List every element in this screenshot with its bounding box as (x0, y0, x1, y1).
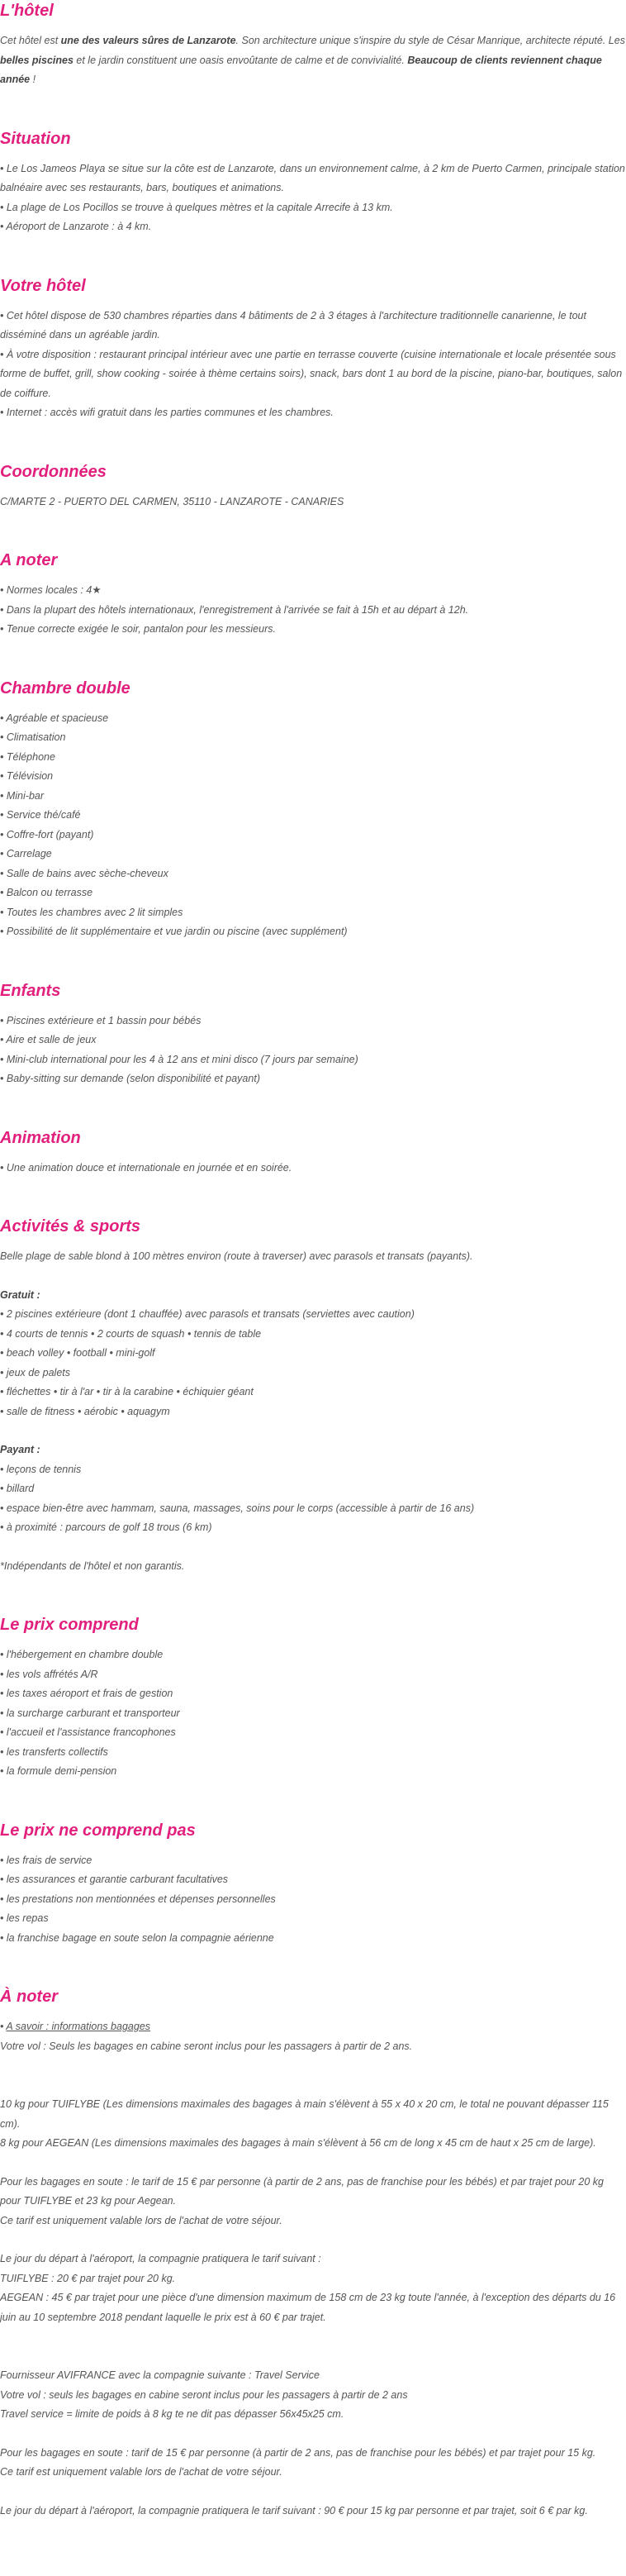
activites-note: *Indépendants de l'hôtel et non garantis. (0, 1559, 185, 1572)
list-item: • salle de fitness • aérobic • aquagym (0, 1402, 626, 1422)
list-item: • Télévision (0, 767, 626, 787)
spacer (0, 1576, 626, 1614)
list-item: • Salle de bains avec sèche-cheveux (0, 864, 626, 884)
section-prix-ne-comprend (0, 1820, 626, 1949)
section-title-enfants: Enfants (0, 981, 61, 1000)
list-item: • l'hébergement en chambre double (0, 1645, 626, 1665)
spacer (0, 1178, 626, 1216)
gratuit-list (0, 1305, 626, 1421)
avi-vol-line: Votre vol : seuls les bagages en cabine seront inclus pour les passagers à partir de 2 ans (0, 2388, 408, 2401)
hotel-intro-text-4: ! (30, 74, 36, 85)
hotel-address: C/MARTE 2 - PUERTO DEL CARMEN, 35110 - LANZAROTE - CANARIES (0, 495, 344, 507)
section-title-activites: Activités & sports (0, 1217, 141, 1236)
list-item: • Baby-sitting sur demande (selon disponibilité et payant) (0, 1069, 626, 1089)
section-animation (0, 1127, 626, 1178)
list-item: • À votre disposition : restaurant principal intérieur avec une partie en terrasse couverte (cuisine internationale et locale présentée sous forme de buffet, grill, show cooking - soirée à thème certains soirs), snack, bars dont 1 au bord de la piscine, piano-bar, boutiques, salon de coiffure. (0, 345, 626, 404)
list-item: • Aéroport de Lanzarote : à 4 km. (0, 217, 626, 237)
hotel-intro-text-3: et le jardin constituent une oasis envoûtante de calme et de convivialité. (73, 54, 408, 66)
spacer (0, 90, 626, 128)
list-item: • les repas (0, 1909, 626, 1929)
spacer (0, 640, 626, 678)
list-item: • espace bien-être avec hammam, sauna, massages, soins pour le corps (accessible à partir de 16 ans) (0, 1499, 626, 1519)
payant-label-text: Payant : (0, 1444, 40, 1455)
savoir-line (0, 2017, 626, 2037)
vol-line: Votre vol : Seuls les bagages en cabine seront inclus pour les passagers à partir de 2 ans. (0, 2040, 413, 2052)
aegean-line: 8 kg pour AEGEAN (Les dimensions maximales des bagages à main s'élèvent à 56 cm de long x 45 cm de haut x 25 cm de large). (0, 2137, 596, 2149)
section-votre-hotel (0, 275, 626, 423)
list-item: • Normes locales : 4★ (0, 581, 626, 601)
avi-soute-note: Ce tarif est uniquement valable lors de l'achat de votre séjour. (0, 2466, 282, 2478)
list-item: • les transferts collectifs (0, 1743, 626, 1763)
list-item: • la franchise bagage en soute selon la compagnie aérienne (0, 1929, 626, 1949)
list-item: • Toutes les chambres avec 2 lit simples (0, 903, 626, 923)
list-item: • Internet : accès wifi gratuit dans les parties communes et les chambres. (0, 403, 626, 423)
list-item: • 2 piscines extérieure (dont 1 chauffée) avec parasols et transats (serviettes avec caution) (0, 1305, 626, 1325)
payant-label (0, 1440, 626, 1460)
chambre-list (0, 709, 626, 942)
list-item: • Service thé/café (0, 806, 626, 826)
prix-ne-comprend-list (0, 1851, 626, 1949)
avi-depart-line: Le jour du départ à l'aéroport, la compagnie pratiquera le tarif suivant : 90 € pour 15 kg par personne et par trajet, soit 6 € par kg. (0, 2504, 588, 2516)
section-a-noter (0, 550, 626, 640)
depart-aegean: AEGEAN : 45 € par trajet pour une pièce d'une dimension maximum de 158 cm de 23 kg toute l'année, à l'exception des départs du 16 juin au 10 septembre 2018 pendant laquelle le prix est à 60 € par trajet. (0, 2292, 616, 2323)
votre-hotel-list (0, 307, 626, 423)
hotel-intro-text-2: . Son architecture unique s'inspire du style de César Manrique, architecte réputé. Les (235, 35, 625, 46)
tui-line: 10 kg pour TUIFLYBE (Les dimensions maximales des bagages à main s'élèvent à 55 x 40 x 20 cm, le total ne pouvant dépasser 115 cm). (0, 2098, 609, 2130)
section-enfants (0, 980, 626, 1089)
list-item: • Mini-bar (0, 787, 626, 807)
list-item: • jeux de palets (0, 1364, 626, 1383)
activites-intro: Belle plage de sable blond à 100 mètres environ (route à traverser) avec parasols et transats (payants). (0, 1250, 473, 1262)
list-item: • leçons de tennis (0, 1460, 626, 1480)
avi-travel-line: Travel service = limite de poids à 8 kg te ne dit pas dépasser 56x45x25 cm. (0, 2408, 344, 2420)
animation-list (0, 1159, 626, 1178)
section-title-animation: Animation (0, 1128, 81, 1147)
gratuit-label-text: Gratuit : (0, 1288, 40, 1301)
list-item: • Possibilité de lit supplémentaire et vue jardin ou piscine (avec supplément) (0, 922, 626, 942)
list-item: • l'accueil et l'assistance francophones (0, 1723, 626, 1743)
list-item: • les taxes aéroport et frais de gestion (0, 1684, 626, 1704)
hotel-intro-bold-3: Beaucoup de clients reviennent chaque année (0, 54, 602, 85)
list-item: • beach volley • football • mini-golf (0, 1344, 626, 1364)
list-item: • la surcharge carburant et transporteur (0, 1704, 626, 1724)
list-item: • Agréable et spacieuse (0, 709, 626, 729)
spacer (0, 1089, 626, 1127)
spacer (0, 1782, 626, 1820)
section-title-hotel: L'hôtel (0, 2, 54, 20)
spacer (0, 512, 626, 550)
avi-soute-line: Pour les bagages en soute : tarif de 15 € par personne (à partir de 2 ans, pas de franchise pour les bébés) et par trajet pour 15 kg. (0, 2446, 596, 2459)
section-title-votre-hotel: Votre hôtel (0, 276, 86, 295)
list-item: • fléchettes • tir à l'ar • tir à la carabine • échiquier géant (0, 1383, 626, 1402)
section-situation (0, 128, 626, 237)
list-item: • Climatisation (0, 728, 626, 748)
list-item: • les assurances et garantie carburant facultatives (0, 1870, 626, 1890)
depart-tui: TUIFLYBE : 20 € par trajet pour 20 kg. (0, 2272, 176, 2284)
list-item: • Cet hôtel dispose de 530 chambres réparties dans 4 bâtiments de 2 à 3 étages à l'architecture traditionnelle canarienne, le tout disséminé dans un agréable jardin. (0, 307, 626, 345)
section-coordonnees (0, 461, 626, 512)
hotel-intro-bold-2: belles piscines (0, 54, 74, 66)
section-title-chambre: Chambre double (0, 679, 130, 698)
soute-note: Ce tarif est uniquement valable lors de l'achat de votre séjour. (0, 2214, 282, 2226)
list-item: • Le Los Jameos Playa se situe sur la côte est de Lanzarote, dans un environnement calme, à 2 km de Puerto Carmen, principale station balnéaire avec ses restaurants, bars, boutiques et animations. (0, 160, 626, 198)
list-item: • Téléphone (0, 748, 626, 768)
list-item: • 4 courts de tennis • 2 courts de squash • tennis de table (0, 1325, 626, 1345)
section-title-a-noter-bagages: À noter (0, 1988, 58, 2006)
list-item: • Balcon ou terrasse (0, 883, 626, 903)
list-item: • à proximité : parcours de golf 18 trous (6 km) (0, 1518, 626, 1538)
prix-comprend-list (0, 1645, 626, 1782)
hotel-intro-bold-1: une des valeurs sûres de Lanzarote (60, 35, 236, 46)
spacer (0, 1948, 626, 1986)
a-noter-list (0, 581, 626, 640)
enfants-list (0, 1012, 626, 1089)
list-item: • les vols affrétés A/R (0, 1665, 626, 1685)
section-title-a-noter: A noter (0, 551, 58, 569)
savoir-label: A savoir : informations bagages (6, 2021, 151, 2032)
section-title-coordonnees: Coordonnées (0, 462, 107, 481)
spacer (0, 423, 626, 461)
gratuit-label (0, 1286, 626, 1306)
section-chambre (0, 678, 626, 942)
list-item: • Tenue correcte exigée le soir, pantalon pour les messieurs. (0, 620, 626, 640)
list-item: • La plage de Los Pocillos se trouve à quelques mètres et la capitale Arrecife à 13 km. (0, 198, 626, 218)
section-prix-comprend (0, 1614, 626, 1782)
spacer (0, 942, 626, 980)
list-item: • billard (0, 1479, 626, 1499)
list-item: • les frais de service (0, 1851, 626, 1871)
list-item: • les prestations non mentionnées et dépenses personnelles (0, 1890, 626, 1910)
hotel-intro (0, 31, 626, 90)
section-a-noter-bagages (0, 1986, 626, 2521)
list-item: • Mini-club international pour les 4 à 12 ans et mini disco (7 jours par semaine) (0, 1050, 626, 1070)
avifrance-line: Fournisseur AVIFRANCE avec la compagnie suivante : Travel Service (0, 2369, 320, 2381)
section-hotel (0, 0, 626, 90)
spacer (0, 237, 626, 275)
list-item: • la formule demi-pension (0, 1762, 626, 1782)
list-item: • Carrelage (0, 845, 626, 864)
list-item: • Piscines extérieure et 1 bassin pour bébés (0, 1012, 626, 1031)
list-item: • Coffre-fort (payant) (0, 826, 626, 845)
situation-list (0, 160, 626, 237)
section-title-prix-ne-comprend: Le prix ne comprend pas (0, 1821, 196, 1840)
section-title-situation: Situation (0, 129, 71, 148)
list-item: • Aire et salle de jeux (0, 1031, 626, 1050)
list-item: • Dans la plupart des hôtels internationaux, l'enregistrement à l'arrivée se fait à 15h et au départ à 12h. (0, 601, 626, 621)
section-activites (0, 1216, 626, 1576)
payant-list (0, 1460, 626, 1538)
depart-line: Le jour du départ à l'aéroport, la compagnie pratiquera le tarif suivant : (0, 2253, 321, 2264)
section-title-prix-comprend: Le prix comprend (0, 1616, 139, 1634)
soute-line: Pour les bagages en soute : le tarif de 15 € par personne (à partir de 2 ans, pas de franchise pour les bébés) et par trajet pour 20 kg pour TUIFLYBE et 23 kg pour Aegean. (0, 2175, 605, 2207)
hotel-intro-text-1: Cet hôtel est (0, 35, 61, 46)
list-item: • Une animation douce et internationale en journée et en soirée. (0, 1159, 626, 1178)
